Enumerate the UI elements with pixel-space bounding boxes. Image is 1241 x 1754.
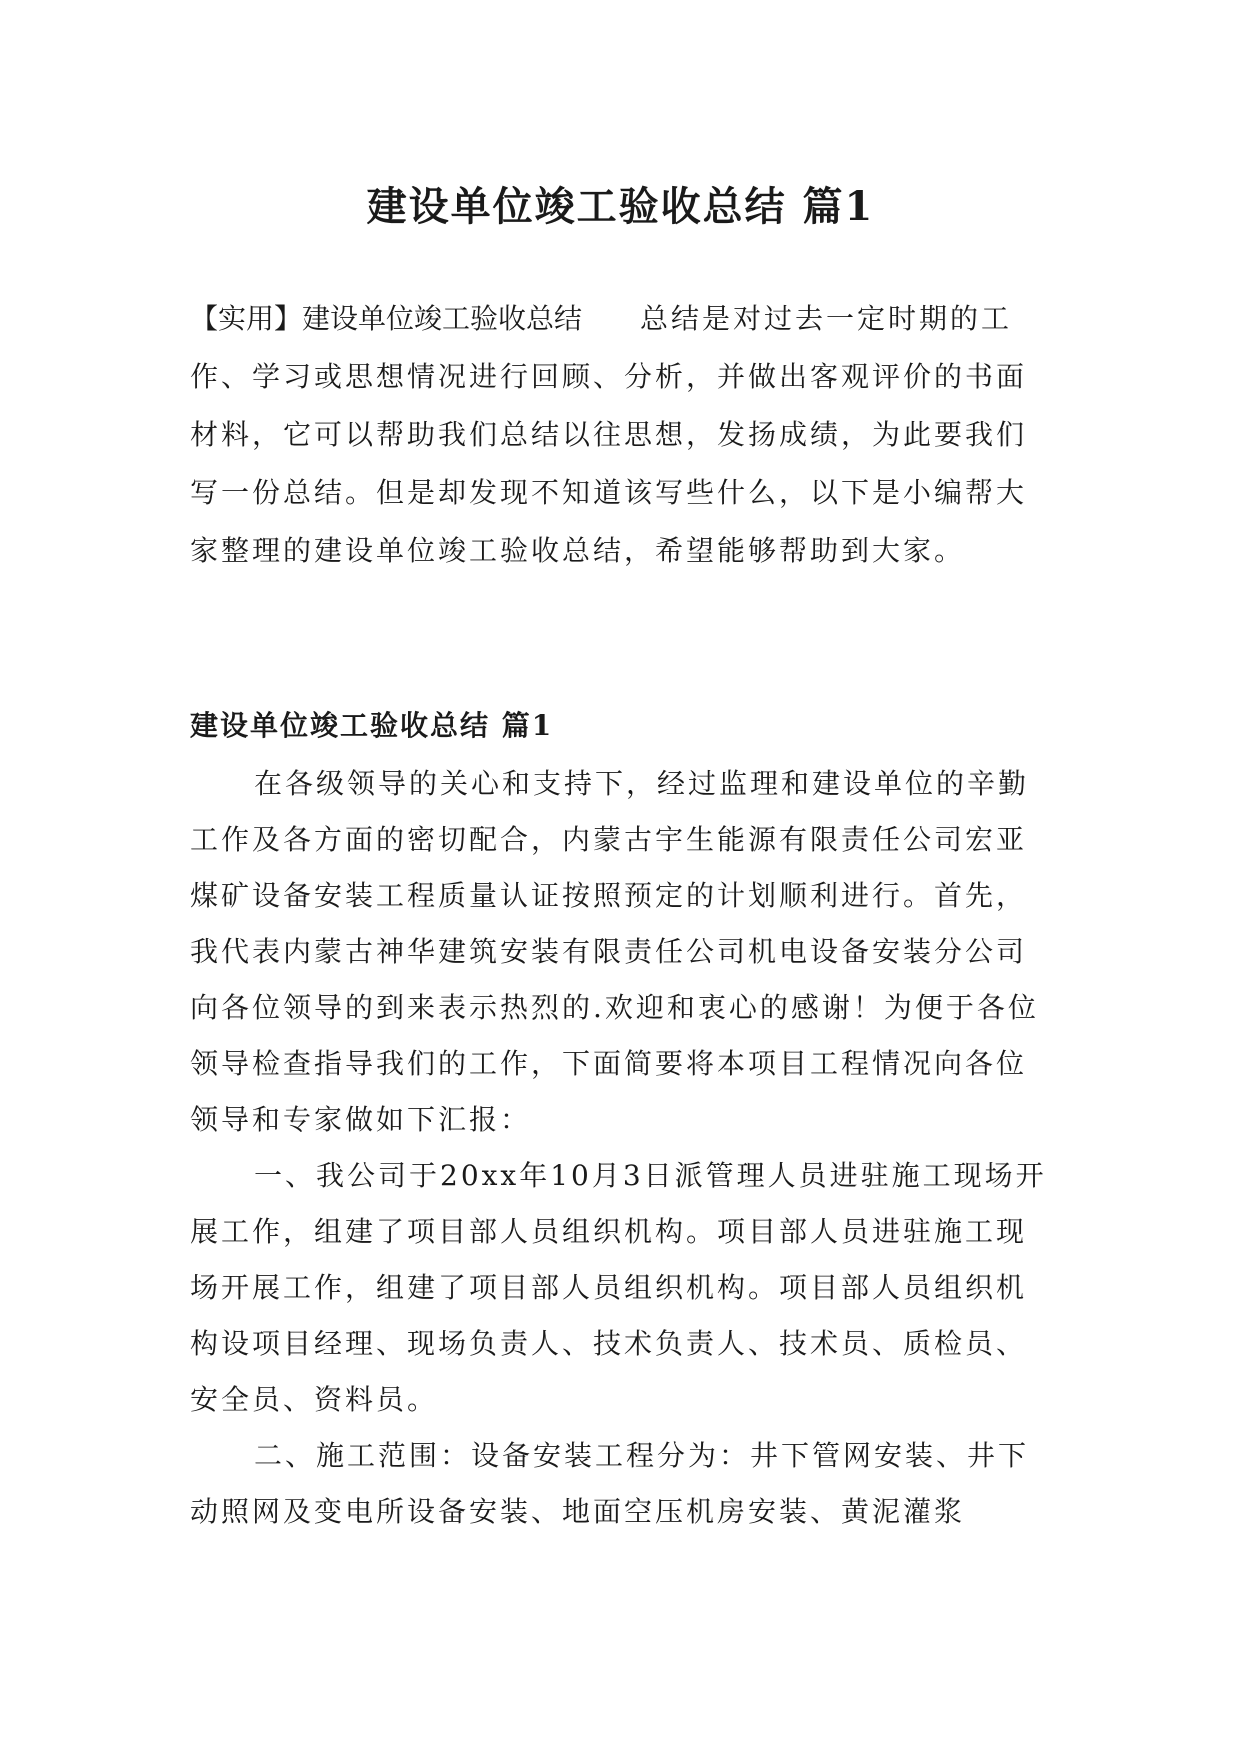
body-text — [190, 756, 1050, 1540]
section-heading: 建设单位竣工验收总结 篇1 — [190, 709, 554, 742]
intro-paragraph — [190, 290, 1050, 580]
intro-text: 总结是对过去一定时期的工作、学习或思想情况进行回顾、分析，并做出客观评价的书面材料，它可以帮助我们总结以往思想，发扬成绩，为此要我们写一份总结。但是却发现不知道该写些什么，以下是小编帮大家整理的建设单位竣工验收总结，希望能够帮助到大家。 — [190, 302, 1028, 567]
document-title: 建设单位竣工验收总结 篇1 — [366, 182, 875, 230]
intro-lead: 【实用】建设单位竣工验收总结 — [190, 302, 583, 335]
body-paragraph-1: 在各级领导的关心和支持下，经过监理和建设单位的辛勤工作及各方面的密切配合，内蒙古宇生能源有限责任公司宏亚煤矿设备安装工程质量认证按照预定的计划顺利进行。首先，我代表内蒙古神华建筑安装有限责任公司机电设备安装分公司向各位领导的到来表示热烈的.欢迎和衷心的感谢！为便于各位领导检查指导我们的工作，下面简要将本项目工程情况向各位领导和专家做如下汇报： — [190, 767, 1039, 1136]
body-paragraph-3: 二、施工范围：设备安装工程分为：井下管网安装、井下动照网及变电所设备安装、地面空压机房安装、黄泥灌浆 — [190, 1439, 1030, 1528]
body-paragraph-2: 一、我公司于20xx年10月3日派管理人员进驻施工现场开展工作，组建了项目部人员组织机构。项目部人员进驻施工现场开展工作，组建了项目部人员组织机构。项目部人员组织机构设项目经理、现场负责人、技术负责人、技术员、质检员、安全员、资料员。 — [190, 1159, 1047, 1416]
